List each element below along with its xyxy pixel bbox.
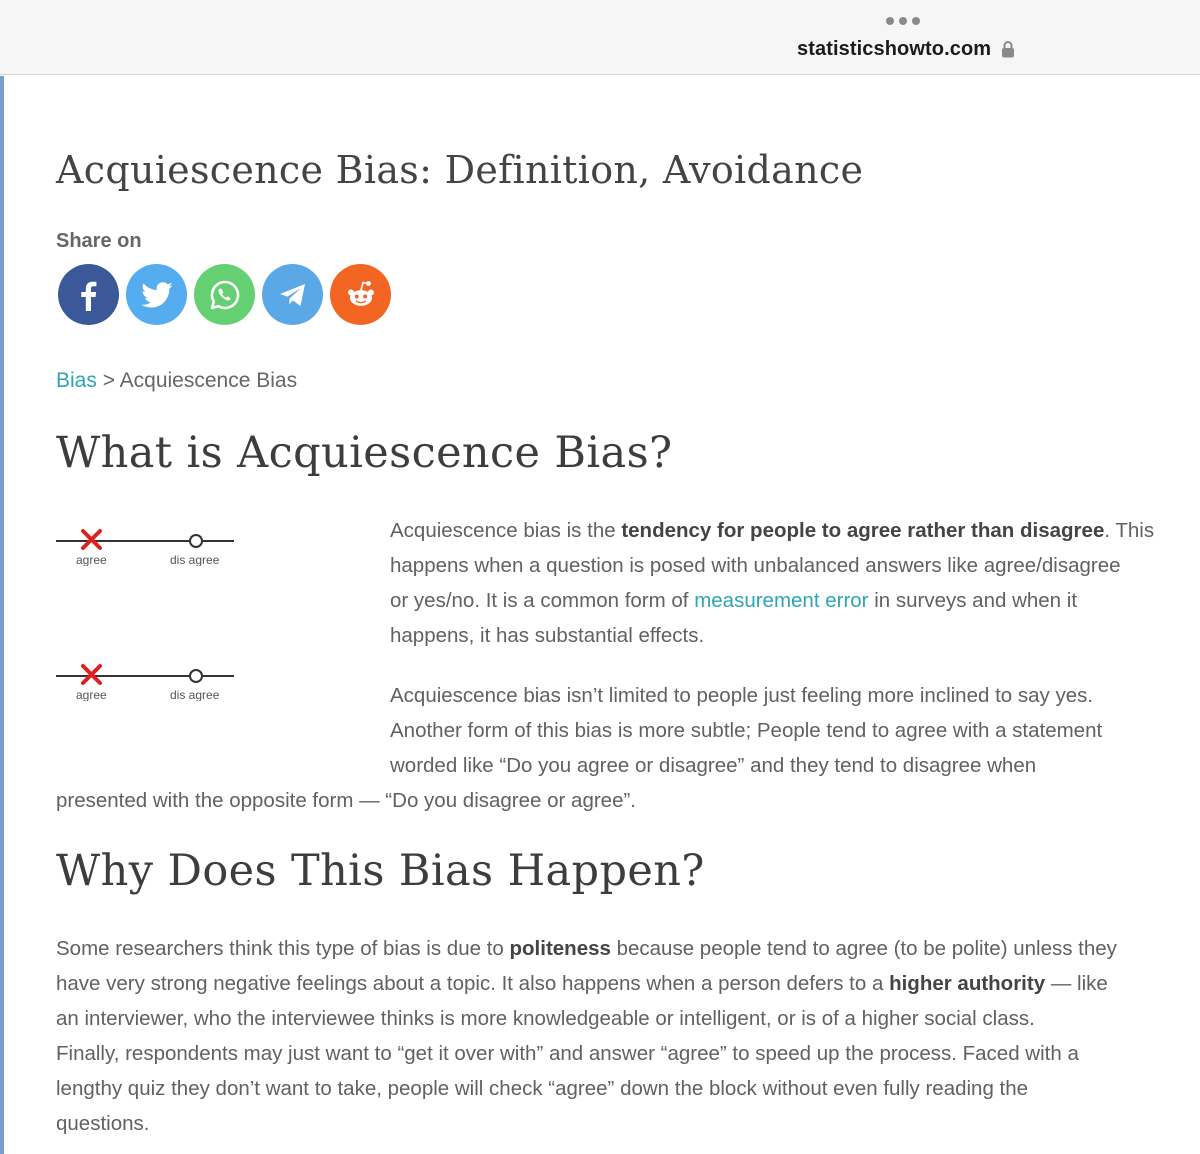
page-left-border <box>0 76 4 1154</box>
page-title: Acquiescence Bias: Definition, Avoidance <box>56 148 864 192</box>
reddit-share-button[interactable] <box>330 264 391 325</box>
twitter-share-button[interactable] <box>126 264 187 325</box>
url-display[interactable]: statisticshowto.com <box>797 38 992 60</box>
agree-disagree-scale-figure <box>56 661 241 701</box>
disagree-label: dis agree <box>170 553 220 566</box>
more-options-icon[interactable] <box>886 17 920 27</box>
breadcrumb-separator: > <box>102 369 115 392</box>
breadcrumb-current: Acquiescence Bias <box>119 369 298 392</box>
breadcrumb-link-bias[interactable]: Bias <box>56 369 97 392</box>
agree-label: agree <box>76 688 107 701</box>
telegram-icon <box>276 278 310 312</box>
whatsapp-share-button[interactable] <box>194 264 255 325</box>
paragraph-definition: Acquiescence bias is the tendency for people to agree rather than disagree. This happens when a question is posed with unbalanced answers like agree/disagree or yes/no. It is a common form of measurement error in surveys and when it happens, it has substantial effects. <box>390 519 1155 647</box>
disagree-label: dis agree <box>170 688 220 701</box>
facebook-icon <box>72 278 106 312</box>
whatsapp-icon <box>208 278 242 312</box>
breadcrumb <box>56 369 297 393</box>
lock-icon <box>1001 40 1015 58</box>
section-heading-why: Why Does This Bias Happen? <box>56 846 705 896</box>
share-label: Share on <box>56 230 142 252</box>
section-heading-what: What is Acquiescence Bias? <box>56 428 673 478</box>
reddit-icon <box>344 278 378 312</box>
paragraph-subtle-form-end: presented with the opposite form — “Do you disagree or agree”. <box>56 789 636 812</box>
agree-label: agree <box>76 553 107 566</box>
paragraph-why: Some researchers think this type of bias is due to politeness because people tend to agree (to be polite) unless they have very strong negative feelings about a topic. It also happens when a person defers to a higher authority — like an interviewer, who the interviewee thinks is more knowledgeable or intelligent, or is of a higher social class. Finally, respondents may just want to “get it over with” and answer “agree” to speed up the process. Faced with a lengthy quiz they don’t want to take, people will check “agree” down the block without even fully reading the questions. <box>56 937 1117 1135</box>
agree-disagree-scale-figure <box>56 526 241 566</box>
share-buttons <box>58 264 391 325</box>
paragraph-subtle-form: Acquiescence bias isn’t limited to people just feeling more inclined to say yes. Another form of this bias is more subtle; People tend to agree with a statement worded like “Do you agree or disagree” and they tend to disagree when <box>390 684 1103 777</box>
measurement-error-link[interactable]: measurement error <box>694 589 869 612</box>
telegram-share-button[interactable] <box>262 264 323 325</box>
facebook-share-button[interactable] <box>58 264 119 325</box>
twitter-icon <box>140 278 174 312</box>
browser-toolbar <box>0 0 1200 75</box>
